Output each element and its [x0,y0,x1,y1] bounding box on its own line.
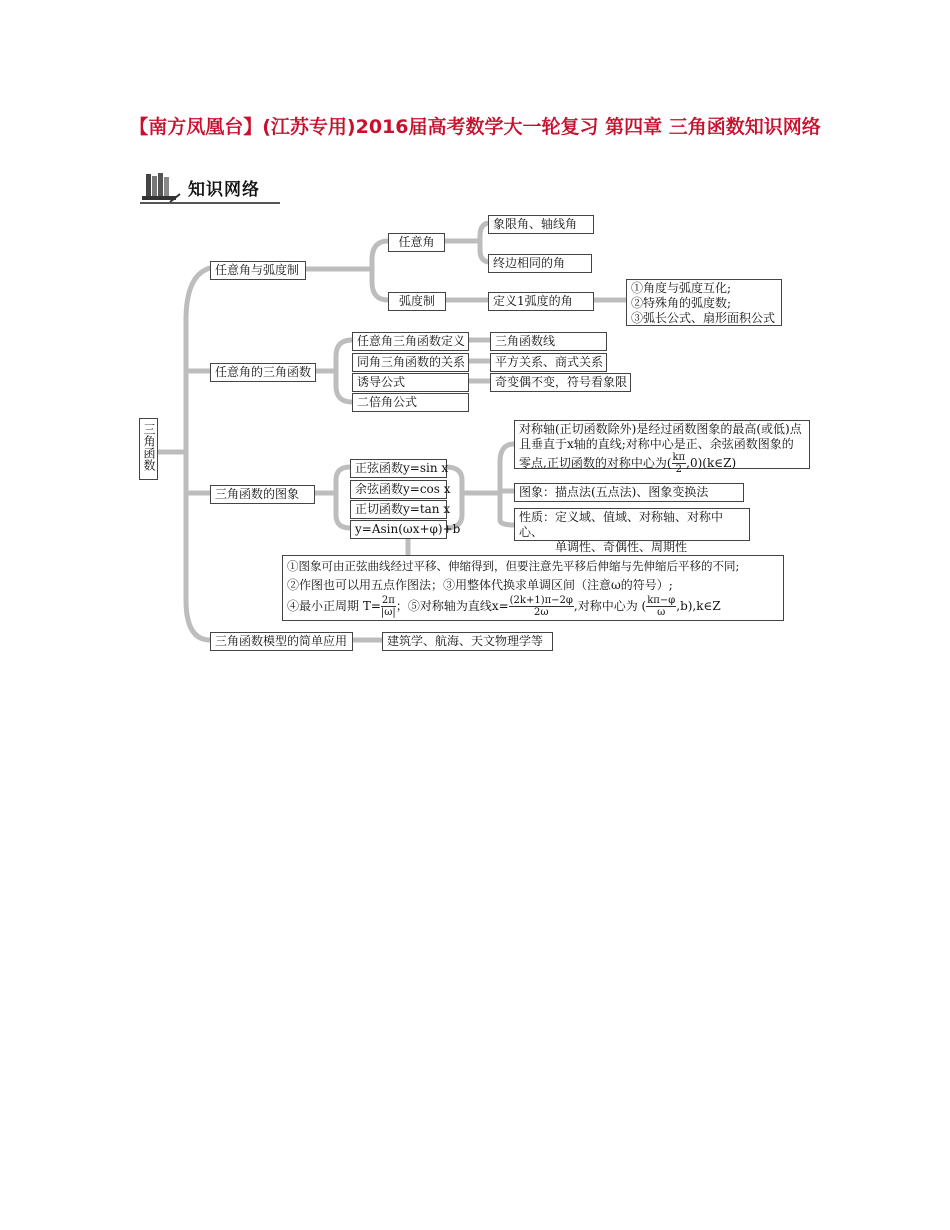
node-radian: 弧度制 [388,292,446,311]
branch-trig-functions: 任意角的三角函数 [210,363,316,382]
section-header: 知识网络 [188,180,260,200]
radian-note-3: ③弧长公式、扇形面积公式 [631,311,776,325]
branch-trig-applications: 三角函数模型的简单应用 [210,632,353,651]
node-quadrant-angle: 象限角、轴线角 [488,215,594,234]
center-denominator: ω [657,607,666,618]
node-graph-methods: 图象：描点法(五点法)、图象变换法 [514,483,744,502]
symmetry-line-3-pre: 零点,正切函数的对称中心为( [519,456,672,470]
symmetry-frac-denominator: 2 [675,464,682,475]
axis-denominator: 2ω [534,607,549,618]
period-numerator: 2π [381,595,395,606]
graph-note-3-pre: ④最小正周期 T= [287,599,381,613]
node-trig-lines: 三角函数线 [490,332,607,351]
graph-note-3-mid2: ,对称中心为 ( [573,599,647,613]
node-double-angle: 二倍角公式 [352,393,469,412]
graph-note-3 [287,595,779,618]
node-same-angle-relations: 同角三角函数的关系 [352,353,469,372]
node-cosine-function: 余弦函数y=cos x [350,480,447,499]
node-tangent-function: 正切函数y=tan x [350,500,447,519]
symmetry-frac-numerator: kπ [672,452,686,463]
graph-note-3-post: ,b),k∈Z [676,599,721,613]
node-sine-function: 正弦函数y=sin x [350,459,447,478]
node-radian-notes [626,279,782,326]
node-graph-notes [282,555,784,621]
axis-fraction [509,595,574,618]
node-general-sine: y=Asin(ωx+φ)+b [350,520,447,539]
period-denominator: |ω| [380,607,396,618]
node-odd-even-rule: 奇变偶不变，符号看象限 [490,373,631,392]
node-radian-definition: 定义1弧度的角 [488,292,594,311]
graph-note-1: ①图象可由正弦曲线经过平移、伸缩得到，但要注意先平移后伸缩与先伸缩后平移的不同; [287,559,740,573]
period-fraction [381,595,396,618]
symmetry-line-1: 对称轴(正切函数除外)是经过函数图象的最高(或低)点 [519,422,802,436]
radian-note-2: ②特殊角的弧度数; [631,296,732,310]
node-application-fields: 建筑学、航海、天文物理学等 [382,632,553,651]
node-any-angle: 任意角 [388,233,445,252]
graph-note-2: ②作图也可以用五点作图法；③用整体代换求单调区间（注意ω的符号）; [287,578,673,592]
symmetry-line-3 [519,452,805,475]
node-properties [514,508,750,554]
root-label: 三角函数 [142,423,156,471]
symmetry-fraction [672,452,687,475]
node-induction-formula: 诱导公式 [352,373,469,392]
document-title: 【南方凤凰台】(江苏专用)2016届高考数学大一轮复习 第四章 三角函数知识网络 [129,116,821,138]
symmetry-line-2: 且垂直于x轴的直线;对称中心是正、余弦函数图象的 [519,437,794,451]
center-fraction [646,595,676,618]
node-square-quotient: 平方关系、商式关系 [490,353,607,372]
root-node [139,418,158,480]
axis-numerator: (2k+1)π−2φ [509,595,573,606]
branch-trig-graphs: 三角函数的图象 [210,485,315,504]
center-numerator: kπ−φ [647,595,676,606]
branch-angle-radian: 任意角与弧度制 [210,261,306,280]
graph-note-3-mid: ；⑤对称轴为直线x= [395,599,509,613]
radian-note-1: ①角度与弧度互化; [631,281,732,295]
node-trig-definition: 任意角三角函数定义 [352,332,469,351]
properties-line-1: 性质：定义域、值域、对称轴、对称中心、 [519,510,724,539]
node-coterminal-angle: 终边相同的角 [488,254,592,273]
node-symmetry-axis [514,420,810,475]
symmetry-line-3-post: ,0)(k∈Z) [686,456,737,470]
properties-line-2: 单调性、奇偶性、周期性 [555,540,688,554]
